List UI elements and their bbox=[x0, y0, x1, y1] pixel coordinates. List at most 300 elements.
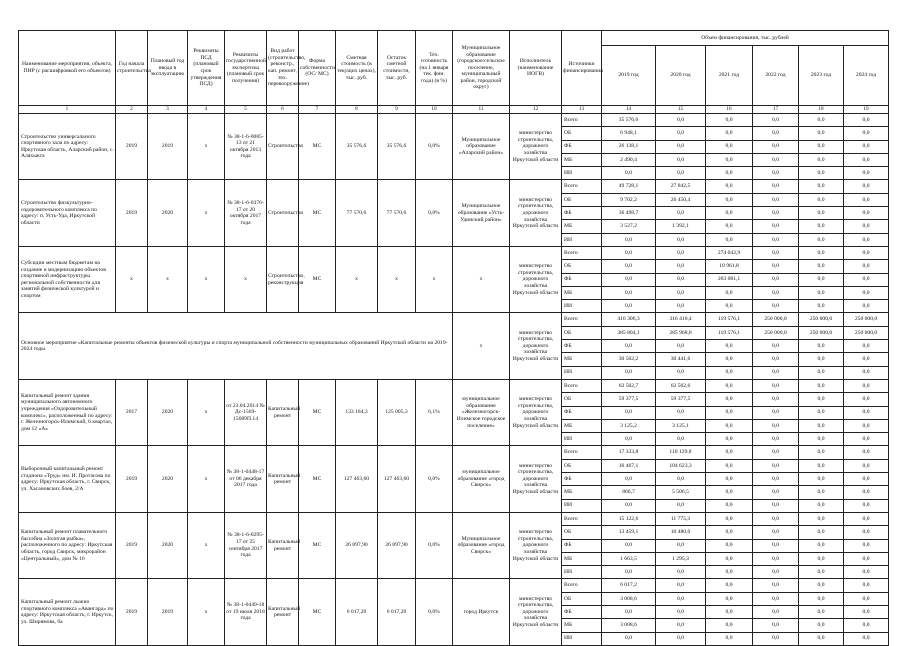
executor-cell: министерство строительства, дорожного хозяйства Иркутской области bbox=[510, 379, 562, 445]
amount-cell: 0,0 bbox=[799, 193, 844, 206]
amount-cell: 0,0 bbox=[799, 446, 844, 459]
amount-cell: 0,0 bbox=[706, 592, 753, 605]
amount-cell: 0,0 bbox=[706, 499, 753, 512]
source-label: ОБ bbox=[562, 592, 602, 605]
financing-table bbox=[18, 30, 889, 646]
amount-cell: 0,0 bbox=[753, 619, 799, 632]
amount-cell: 0,0 bbox=[844, 273, 889, 286]
amount-cell: 3 125,1 bbox=[656, 419, 706, 432]
remainder-cell: 35 576,6 bbox=[378, 114, 416, 180]
amount-cell: 6 017,2 bbox=[602, 579, 656, 592]
amount-cell: 0,0 bbox=[706, 127, 753, 140]
remainder-cell: 77 570,6 bbox=[378, 180, 416, 246]
amount-cell: 0,0 bbox=[844, 233, 889, 246]
amount-cell: 0,0 bbox=[753, 539, 799, 552]
column-number: 11 bbox=[453, 106, 510, 114]
amount-cell: 0,0 bbox=[706, 459, 753, 472]
source-label: Всего bbox=[562, 379, 602, 392]
amount-cell: 0,0 bbox=[706, 180, 753, 193]
amount-cell: 0,0 bbox=[753, 419, 799, 432]
column-number: 16 bbox=[706, 106, 753, 114]
amount-cell: 250 000,0 bbox=[753, 326, 799, 339]
amount-cell: 0,0 bbox=[799, 300, 844, 313]
source-label: МБ bbox=[562, 220, 602, 233]
table-row bbox=[19, 246, 889, 259]
header-plan-year: Плановый год ввода в эксплуатацию bbox=[148, 31, 188, 106]
amount-cell: 0,0 bbox=[799, 273, 844, 286]
source-label: МБ bbox=[562, 619, 602, 632]
amount-cell: 0,0 bbox=[799, 153, 844, 166]
source-label: Всего bbox=[562, 579, 602, 592]
amount-cell: 0,0 bbox=[602, 366, 656, 379]
amount-cell: 0,0 bbox=[656, 566, 706, 579]
column-number: 9 bbox=[378, 106, 416, 114]
amount-cell: 0,0 bbox=[753, 246, 799, 259]
amount-cell: 2 490,4 bbox=[602, 153, 656, 166]
source-label: ОБ bbox=[562, 526, 602, 539]
object-name: Субсидии местным бюджетам на создание и модернизацию объектов спортивной инфраструктуры региональной собственности для занятий физической культурой и спортом bbox=[19, 246, 116, 312]
amount-cell: 104 623,3 bbox=[656, 459, 706, 472]
amount-cell: 250 000,0 bbox=[753, 313, 799, 326]
header-year: 2024 год bbox=[844, 46, 889, 106]
amount-cell: 0,0 bbox=[799, 499, 844, 512]
amount-cell: 0,0 bbox=[706, 366, 753, 379]
amount-cell: 0,0 bbox=[844, 286, 889, 299]
amount-cell: 0,0 bbox=[656, 140, 706, 153]
work-type-cell: Строительство bbox=[267, 114, 299, 180]
start-year-cell: 2017 bbox=[116, 379, 148, 445]
amount-cell: 0,0 bbox=[844, 140, 889, 153]
table-row bbox=[19, 114, 889, 127]
amount-cell: 0,0 bbox=[799, 419, 844, 432]
remainder-cell: 26 897,90 bbox=[378, 512, 416, 578]
readiness-cell: х bbox=[416, 246, 453, 312]
amount-cell: 0,0 bbox=[799, 619, 844, 632]
amount-cell: 0,0 bbox=[706, 340, 753, 353]
amount-cell: 0,0 bbox=[844, 167, 889, 180]
amount-cell: 119 576,1 bbox=[706, 313, 753, 326]
amount-cell: 0,0 bbox=[799, 393, 844, 406]
amount-cell: 0,0 bbox=[844, 220, 889, 233]
header-executor: Исполнитель (наименование ИОГВ) bbox=[510, 31, 562, 106]
header-cost: Сметная стоимость (в текущих ценах), тыс. руб. bbox=[336, 31, 378, 106]
amount-cell: 0,0 bbox=[706, 552, 753, 565]
amount-cell: 0,0 bbox=[799, 207, 844, 220]
amount-cell: 0,0 bbox=[799, 366, 844, 379]
amount-cell: 13 459,1 bbox=[602, 526, 656, 539]
amount-cell: 0,0 bbox=[753, 180, 799, 193]
amount-cell: 0,0 bbox=[602, 566, 656, 579]
expertise-cell: № 38-1-0449-18 от 19 июля 2018 года bbox=[225, 579, 267, 645]
amount-cell: 0,0 bbox=[799, 486, 844, 499]
municipality-cell: муниципальное образование «город Свирск» bbox=[453, 446, 510, 512]
amount-cell: 0,0 bbox=[706, 379, 753, 392]
source-label: ОБ bbox=[562, 193, 602, 206]
municipality-cell: муниципальное образование «Железногорск-Илимское городское поселение» bbox=[453, 379, 510, 445]
amount-cell: 0,0 bbox=[753, 300, 799, 313]
amount-cell: 0,0 bbox=[753, 220, 799, 233]
executor-cell: министерство строительства, дорожного хозяйства Иркутской области bbox=[510, 579, 562, 645]
amount-cell: 0,0 bbox=[706, 300, 753, 313]
amount-cell: 49 728,1 bbox=[602, 180, 656, 193]
column-number: 7 bbox=[299, 106, 336, 114]
readiness-cell: 0,0% bbox=[416, 579, 453, 645]
column-number: 6 bbox=[267, 106, 299, 114]
amount-cell: 0,0 bbox=[656, 406, 706, 419]
amount-cell: 1 392,1 bbox=[656, 220, 706, 233]
amount-cell: 0,0 bbox=[602, 632, 656, 645]
amount-cell: 15 122,6 bbox=[602, 512, 656, 525]
object-name: Строительство универсального спортивного зала по адресу: Иркутская область, Аларский район, с. Аляхыкта bbox=[19, 114, 116, 180]
amount-cell: 0,0 bbox=[602, 246, 656, 259]
amount-cell: 0,0 bbox=[799, 579, 844, 592]
psd-cell: х bbox=[188, 114, 225, 180]
source-label: ИИ bbox=[562, 366, 602, 379]
amount-cell: 0,0 bbox=[656, 366, 706, 379]
executor-cell: министерство строительства, дорожного хозяйства Иркутской области bbox=[510, 446, 562, 512]
amount-cell: 0,0 bbox=[753, 273, 799, 286]
amount-cell: 0,0 bbox=[602, 260, 656, 273]
start-year-cell: 2019 bbox=[116, 180, 148, 246]
amount-cell: 0,0 bbox=[656, 539, 706, 552]
work-type-cell: Капитальный ремонт bbox=[267, 512, 299, 578]
amount-cell: 0,0 bbox=[706, 539, 753, 552]
source-label: ИИ bbox=[562, 233, 602, 246]
work-type-cell: Строительство bbox=[267, 180, 299, 246]
amount-cell: 27 842,5 bbox=[656, 180, 706, 193]
source-label: МБ bbox=[562, 486, 602, 499]
amount-cell: 62 502,7 bbox=[602, 379, 656, 392]
expertise-cell: № 38-1-6-0295-17 от 25 сентября 2017 года bbox=[225, 512, 267, 578]
amount-cell: 59 377,5 bbox=[602, 393, 656, 406]
amount-cell: 274 042,9 bbox=[706, 246, 753, 259]
cost-cell: 35 576,6 bbox=[336, 114, 378, 180]
header-year: 2021 год bbox=[706, 46, 753, 106]
amount-cell: 0,0 bbox=[799, 512, 844, 525]
amount-cell: 3 527,2 bbox=[602, 220, 656, 233]
amount-cell: 0,0 bbox=[799, 167, 844, 180]
source-label: МБ bbox=[562, 419, 602, 432]
amount-cell: 0,0 bbox=[753, 632, 799, 645]
executor-cell: министерство строительства, дорожного хозяйства Иркутской области bbox=[510, 114, 562, 180]
work-type-cell: Капитальный ремонт bbox=[267, 579, 299, 645]
source-label: ФБ bbox=[562, 207, 602, 220]
source-label: ИИ bbox=[562, 632, 602, 645]
table-row bbox=[19, 313, 889, 326]
plan-year-cell: 2020 bbox=[148, 180, 188, 246]
table-row bbox=[19, 512, 889, 525]
amount-cell: 26 138,1 bbox=[602, 140, 656, 153]
amount-cell: 0,0 bbox=[844, 353, 889, 366]
expertise-cell: № 38-1-0448-17 от 06 декабря 2017 года bbox=[225, 446, 267, 512]
amount-cell: 0,0 bbox=[844, 340, 889, 353]
header-year: 2019 год bbox=[602, 46, 656, 106]
amount-cell: 0,0 bbox=[799, 140, 844, 153]
plan-year-cell: 2019 bbox=[148, 114, 188, 180]
column-number: 8 bbox=[336, 106, 378, 114]
column-number: 13 bbox=[562, 106, 602, 114]
amount-cell: 0,0 bbox=[602, 605, 656, 618]
header-municipality: Муниципальное образование (городское/сельское поселение, муниципальный район, городской округ) bbox=[453, 31, 510, 106]
psd-cell: х bbox=[188, 379, 225, 445]
ownership-cell: МС bbox=[299, 579, 336, 645]
amount-cell: 0,0 bbox=[844, 539, 889, 552]
header-start-year: Год начала строительства bbox=[116, 31, 148, 106]
amount-cell: 0,0 bbox=[753, 499, 799, 512]
header-year: 2023 год bbox=[799, 46, 844, 106]
amount-cell: 866,7 bbox=[602, 486, 656, 499]
table-row bbox=[19, 579, 889, 592]
amount-cell: 0,0 bbox=[844, 526, 889, 539]
table-row bbox=[19, 180, 889, 193]
psd-cell: х bbox=[188, 180, 225, 246]
header-row bbox=[19, 31, 889, 46]
column-number: 19 bbox=[844, 106, 889, 114]
source-label: МБ bbox=[562, 552, 602, 565]
amount-cell: 0,0 bbox=[706, 433, 753, 446]
header-name: Наименование мероприятия, объекта, ПИР (с расшифровкой его объектов) bbox=[19, 31, 116, 106]
column-number: 15 bbox=[656, 106, 706, 114]
object-name: Строительство физкультурно-оздоровительного комплекса по адресу: п. Усть-Уда, Иркутской области bbox=[19, 180, 116, 246]
work-type-cell: Капитальный ремонт bbox=[267, 446, 299, 512]
amount-cell: 0,0 bbox=[706, 473, 753, 486]
amount-cell: 0,0 bbox=[844, 207, 889, 220]
amount-cell: 0,0 bbox=[753, 340, 799, 353]
object-name: Капитальный ремонт здания муниципального автономного учреждения «Оздоровительный комплекс», расположенный по адресу: г. Железногорск-Илимский, 6 квартал, дом 12 «А» bbox=[19, 379, 116, 445]
amount-cell: 0,0 bbox=[753, 605, 799, 618]
amount-cell: 36 498,7 bbox=[602, 207, 656, 220]
amount-cell: 0,0 bbox=[844, 180, 889, 193]
column-number: 2 bbox=[116, 106, 148, 114]
amount-cell: 0,0 bbox=[706, 566, 753, 579]
plan-year-cell: 2020 bbox=[148, 446, 188, 512]
amount-cell: 0,0 bbox=[656, 433, 706, 446]
amount-cell: 0,0 bbox=[753, 193, 799, 206]
financing-table-page bbox=[18, 30, 889, 646]
source-label: ФБ bbox=[562, 273, 602, 286]
amount-cell: 0,0 bbox=[799, 246, 844, 259]
amount-cell: 0,0 bbox=[602, 539, 656, 552]
column-number: 10 bbox=[416, 106, 453, 114]
source-label: Всего bbox=[562, 180, 602, 193]
amount-cell: 0,0 bbox=[799, 127, 844, 140]
amount-cell: 0,0 bbox=[753, 486, 799, 499]
amount-cell: 62 502,6 bbox=[656, 379, 706, 392]
amount-cell: 0,0 bbox=[602, 273, 656, 286]
cost-cell: 6 017,20 bbox=[336, 579, 378, 645]
remainder-cell: 6 017,20 bbox=[378, 579, 416, 645]
amount-cell: 0,0 bbox=[799, 605, 844, 618]
amount-cell: 0,0 bbox=[799, 233, 844, 246]
amount-cell: 0,0 bbox=[753, 207, 799, 220]
amount-cell: 0,0 bbox=[706, 419, 753, 432]
amount-cell: 0,0 bbox=[753, 566, 799, 579]
amount-cell: 3 008,6 bbox=[602, 592, 656, 605]
amount-cell: 0,0 bbox=[602, 300, 656, 313]
amount-cell: 0,0 bbox=[602, 286, 656, 299]
amount-cell: 0,0 bbox=[656, 167, 706, 180]
source-label: ОБ bbox=[562, 459, 602, 472]
amount-cell: 0,0 bbox=[753, 512, 799, 525]
amount-cell: 0,0 bbox=[706, 619, 753, 632]
amount-cell: 0,0 bbox=[706, 114, 753, 127]
remainder-cell: 127 463,60 bbox=[378, 446, 416, 512]
table-row bbox=[19, 379, 889, 392]
source-label: ФБ bbox=[562, 140, 602, 153]
amount-cell: 0,0 bbox=[844, 419, 889, 432]
column-number: 17 bbox=[753, 106, 799, 114]
ownership-cell: МС bbox=[299, 446, 336, 512]
amount-cell: 0,0 bbox=[656, 127, 706, 140]
expertise-cell: № 38-1-6-0085-13 от 21 октября 2013 года bbox=[225, 114, 267, 180]
amount-cell: 26 450,4 bbox=[656, 193, 706, 206]
column-number: 14 bbox=[602, 106, 656, 114]
source-label: Всего bbox=[562, 512, 602, 525]
amount-cell: 0,0 bbox=[753, 446, 799, 459]
amount-cell: 0,0 bbox=[753, 393, 799, 406]
source-label: ОБ bbox=[562, 393, 602, 406]
start-year-cell: 2019 bbox=[116, 446, 148, 512]
municipality-cell: Муниципальное образование «Аларский район» bbox=[453, 114, 510, 180]
amount-cell: 0,0 bbox=[799, 379, 844, 392]
source-label: ФБ bbox=[562, 473, 602, 486]
amount-cell: 0,0 bbox=[753, 459, 799, 472]
amount-cell: 0,0 bbox=[844, 260, 889, 273]
amount-cell: 3 008,6 bbox=[602, 619, 656, 632]
amount-cell: 0,0 bbox=[799, 220, 844, 233]
amount-cell: 0,0 bbox=[656, 153, 706, 166]
source-label: МБ bbox=[562, 153, 602, 166]
amount-cell: 0,0 bbox=[799, 526, 844, 539]
column-numbers-row bbox=[19, 106, 889, 114]
amount-cell: 0,0 bbox=[602, 406, 656, 419]
amount-cell: 0,0 bbox=[706, 393, 753, 406]
amount-cell: 250 000,0 bbox=[799, 326, 844, 339]
municipality-cell: х bbox=[453, 246, 510, 312]
amount-cell: 0,0 bbox=[656, 592, 706, 605]
amount-cell: 0,0 bbox=[753, 286, 799, 299]
amount-cell: 0,0 bbox=[602, 233, 656, 246]
psd-cell: х bbox=[188, 246, 225, 312]
amount-cell: 0,0 bbox=[656, 300, 706, 313]
amount-cell: 0,0 bbox=[602, 340, 656, 353]
amount-cell: 0,0 bbox=[844, 446, 889, 459]
amount-cell: 0,0 bbox=[844, 619, 889, 632]
ownership-cell: МС bbox=[299, 379, 336, 445]
cost-cell: 127 463,60 bbox=[336, 446, 378, 512]
amount-cell: 416 306,3 bbox=[602, 313, 656, 326]
ownership-cell: МС bbox=[299, 114, 336, 180]
amount-cell: 0,0 bbox=[753, 114, 799, 127]
amount-cell: 0,0 bbox=[602, 473, 656, 486]
amount-cell: 250 000,0 bbox=[844, 326, 889, 339]
amount-cell: 0,0 bbox=[753, 526, 799, 539]
header-year: 2020 год bbox=[656, 46, 706, 106]
amount-cell: 0,0 bbox=[706, 286, 753, 299]
municipality-cell: город Иркутск bbox=[453, 579, 510, 645]
amount-cell: 35 576,6 bbox=[602, 114, 656, 127]
readiness-cell: 0,0% bbox=[416, 114, 453, 180]
amount-cell: 0,0 bbox=[844, 193, 889, 206]
amount-cell: 0,0 bbox=[706, 512, 753, 525]
main-activity-name: Основное мероприятие «Капитальные ремонты объектов физической культуры и спорта муниципальной собственности муниципальных образований Иркутской области на 2019-2024 годы bbox=[19, 313, 453, 379]
psd-cell: х bbox=[188, 446, 225, 512]
work-type-cell: Строительство, реконструкция bbox=[267, 246, 299, 312]
amount-cell: 0,0 bbox=[753, 433, 799, 446]
amount-cell: 0,0 bbox=[799, 353, 844, 366]
amount-cell: 316 410,4 bbox=[656, 313, 706, 326]
work-type-cell: Капитальный ремонт bbox=[267, 379, 299, 445]
source-label: Всего bbox=[562, 246, 602, 259]
source-label: ИИ bbox=[562, 566, 602, 579]
header-remainder: Остаток сметной стоимости, тыс. руб. bbox=[378, 31, 416, 106]
executor-cell: министерство строительства, дорожного хозяйства Иркутской области bbox=[510, 512, 562, 578]
amount-cell: 0,0 bbox=[753, 379, 799, 392]
amount-cell: 1 295,3 bbox=[656, 552, 706, 565]
amount-cell: 0,0 bbox=[753, 167, 799, 180]
header-sources: Источники финансирования bbox=[562, 31, 602, 106]
header-readiness: Тех. готовность (на 1 января тек. фин. года) (в %) bbox=[416, 31, 453, 106]
amount-cell: 0,0 bbox=[844, 605, 889, 618]
expertise-cell: от 23.04.2014 № Дс-1569-15689П.14 bbox=[225, 379, 267, 445]
municipality-cell: х bbox=[453, 313, 510, 379]
amount-cell: 0,0 bbox=[799, 433, 844, 446]
amount-cell: 5 506,5 bbox=[656, 486, 706, 499]
amount-cell: 0,0 bbox=[799, 260, 844, 273]
amount-cell: 0,0 bbox=[656, 207, 706, 220]
amount-cell: 0,0 bbox=[706, 153, 753, 166]
source-label: ОБ bbox=[562, 127, 602, 140]
amount-cell: 0,0 bbox=[799, 552, 844, 565]
readiness-cell: 6,1% bbox=[416, 379, 453, 445]
amount-cell: 0,0 bbox=[799, 539, 844, 552]
amount-cell: 0,0 bbox=[706, 353, 753, 366]
amount-cell: 0,0 bbox=[753, 260, 799, 273]
amount-cell: 0,0 bbox=[799, 286, 844, 299]
amount-cell: 0,0 bbox=[753, 592, 799, 605]
column-number: 1 bbox=[19, 106, 116, 114]
amount-cell: 0,0 bbox=[753, 406, 799, 419]
amount-cell: 11 775,3 bbox=[656, 512, 706, 525]
ownership-cell: МС bbox=[299, 180, 336, 246]
header-psd: Реквизиты ПСД (плановый срок утверждения ПСД) bbox=[188, 31, 225, 106]
amount-cell: 0,0 bbox=[753, 233, 799, 246]
amount-cell: 0,0 bbox=[706, 486, 753, 499]
amount-cell: 0,0 bbox=[844, 366, 889, 379]
amount-cell: 0,0 bbox=[844, 632, 889, 645]
amount-cell: 30 441,6 bbox=[656, 353, 706, 366]
amount-cell: 0,0 bbox=[844, 127, 889, 140]
plan-year-cell: 2020 bbox=[148, 512, 188, 578]
header-year: 2022 год bbox=[753, 46, 799, 106]
header-volume: Объем финансирования, тыс. рублей bbox=[602, 31, 889, 46]
amount-cell: 16 467,1 bbox=[602, 459, 656, 472]
amount-cell: 0,0 bbox=[753, 153, 799, 166]
amount-cell: 0,0 bbox=[799, 459, 844, 472]
amount-cell: 0,0 bbox=[844, 473, 889, 486]
source-label: МБ bbox=[562, 286, 602, 299]
amount-cell: 0,0 bbox=[656, 233, 706, 246]
source-label: ИИ bbox=[562, 499, 602, 512]
amount-cell: 1 663,5 bbox=[602, 552, 656, 565]
readiness-cell: 0,0% bbox=[416, 446, 453, 512]
column-number: 5 bbox=[225, 106, 267, 114]
amount-cell: 9 702,2 bbox=[602, 193, 656, 206]
amount-cell: 0,0 bbox=[799, 632, 844, 645]
start-year-cell: 2019 bbox=[116, 512, 148, 578]
amount-cell: 0,0 bbox=[753, 366, 799, 379]
amount-cell: 0,0 bbox=[706, 233, 753, 246]
